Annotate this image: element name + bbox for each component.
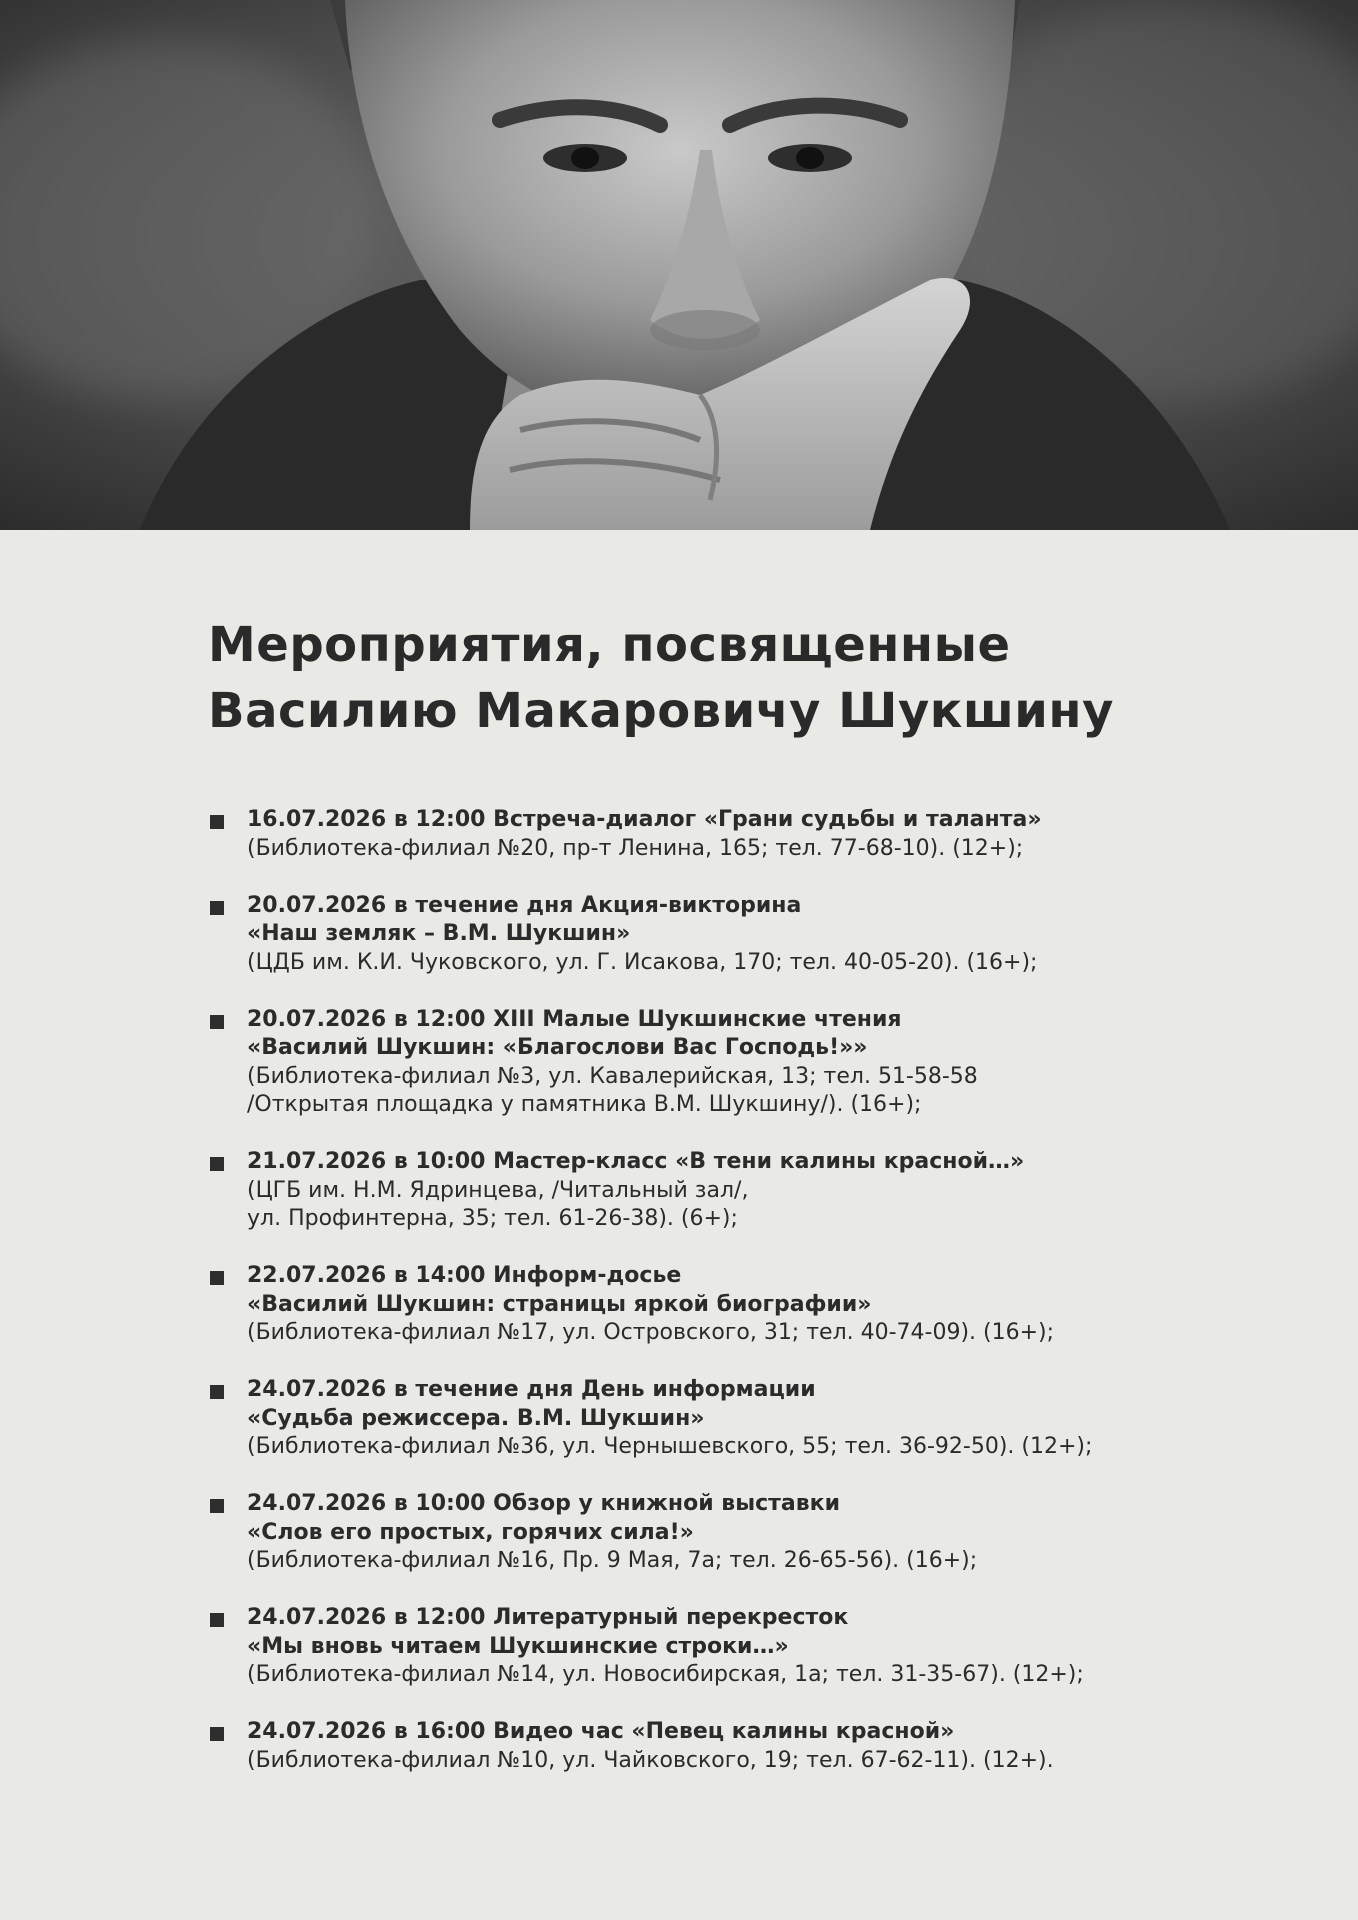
event-title-continued: «Слов его простых, горячих сила!» (247, 1519, 694, 1545)
event-location: (Библиотека-филиал №20, пр-т Ленина, 165; тел. 77-68-10). (12+); (247, 835, 1024, 861)
event-location: (Библиотека-филиал №10, ул. Чайковского, 19; тел. 67-62-11). (12+). (247, 1747, 1054, 1773)
event-title-continued: «Наш земляк – В.М. Шукшин» (247, 921, 631, 946)
event-item (208, 1376, 1288, 1462)
event-item (208, 1490, 1288, 1576)
event-item (208, 806, 1288, 863)
bullet-square-icon (210, 815, 224, 829)
main-content (208, 612, 1288, 1773)
event-item (208, 1604, 1288, 1690)
event-item (208, 892, 1288, 978)
event-location: (ЦГБ им. Н.М. Ядринцева, /Читальный зал/, (247, 1177, 749, 1203)
event-title: 20.07.2026 в 12:00 XIII Малые Шукшинские чтения (247, 1006, 902, 1032)
event-location: (ЦДБ им. К.И. Чуковского, ул. Г. Исакова, 170; тел. 40-05-20). (16+); (247, 949, 1038, 975)
event-title: 24.07.2026 в 16:00 Видео час «Певец калины красной» (247, 1719, 955, 1744)
event-item (208, 1262, 1288, 1348)
page-title-line-1: Мероприятия, посвященные (208, 617, 1011, 673)
bullet-square-icon (210, 1157, 224, 1171)
event-location-continued: ул. Профинтерна, 35; тел. 61-26-38). (6+); (247, 1206, 738, 1231)
event-item (208, 1718, 1288, 1775)
event-title: 20.07.2026 в течение дня Акция-викторина (247, 892, 802, 918)
bullet-square-icon (210, 1499, 224, 1513)
event-title: 22.07.2026 в 14:00 Информ-досье (247, 1263, 682, 1288)
event-item (208, 1148, 1288, 1234)
event-location: (Библиотека-филиал №17, ул. Островского, 31; тел. 40-74-09). (16+); (247, 1320, 1055, 1345)
event-title: 24.07.2026 в 10:00 Обзор у книжной выставки (247, 1491, 841, 1516)
event-location: (Библиотека-филиал №14, ул. Новосибирская, 1а; тел. 31-35-67). (12+); (247, 1662, 1084, 1687)
event-title: 24.07.2026 в течение дня День информации (247, 1377, 816, 1402)
bullet-square-icon (210, 1271, 224, 1285)
events-list (208, 806, 1288, 1804)
event-title: 16.07.2026 в 12:00 Встреча-диалог «Грани судьбы и таланта» (247, 807, 1042, 832)
event-location: (Библиотека-филиал №36, ул. Чернышевского, 55; тел. 36-92-50). (12+); (247, 1434, 1093, 1459)
event-location: (Библиотека-филиал №16, Пр. 9 Мая, 7а; тел. 26-65-56). (16+); (247, 1548, 978, 1573)
event-title-continued: «Василий Шукшин: «Благослови Вас Господь!»» (247, 1035, 868, 1060)
portrait-image (0, 0, 1358, 530)
bullet-square-icon (210, 901, 224, 915)
page-title-line-2: Василию Макаровичу Шукшину (208, 683, 1114, 739)
event-title-continued: «Судьба режиссера. В.М. Шукшин» (247, 1405, 705, 1431)
page-title (208, 612, 1288, 744)
event-location: (Библиотека-филиал №3, ул. Кавалерийская, 13; тел. 51-58-58 (247, 1063, 978, 1089)
portrait-photo (0, 0, 1358, 530)
event-title-continued: «Мы вновь читаем Шукшинские строки…» (247, 1633, 789, 1659)
bullet-square-icon (210, 1385, 224, 1399)
event-title: 21.07.2026 в 10:00 Мастер-класс «В тени калины красной…» (247, 1149, 1025, 1174)
event-item (208, 1006, 1288, 1120)
event-location-continued: /Открытая площадка у памятника В.М. Шукшину/). (16+); (247, 1092, 922, 1117)
bullet-square-icon (210, 1015, 224, 1029)
bullet-square-icon (210, 1727, 224, 1741)
bullet-square-icon (210, 1613, 224, 1627)
event-title-continued: «Василий Шукшин: страницы яркой биографии» (247, 1291, 872, 1317)
event-title: 24.07.2026 в 12:00 Литературный перекресток (247, 1605, 849, 1630)
